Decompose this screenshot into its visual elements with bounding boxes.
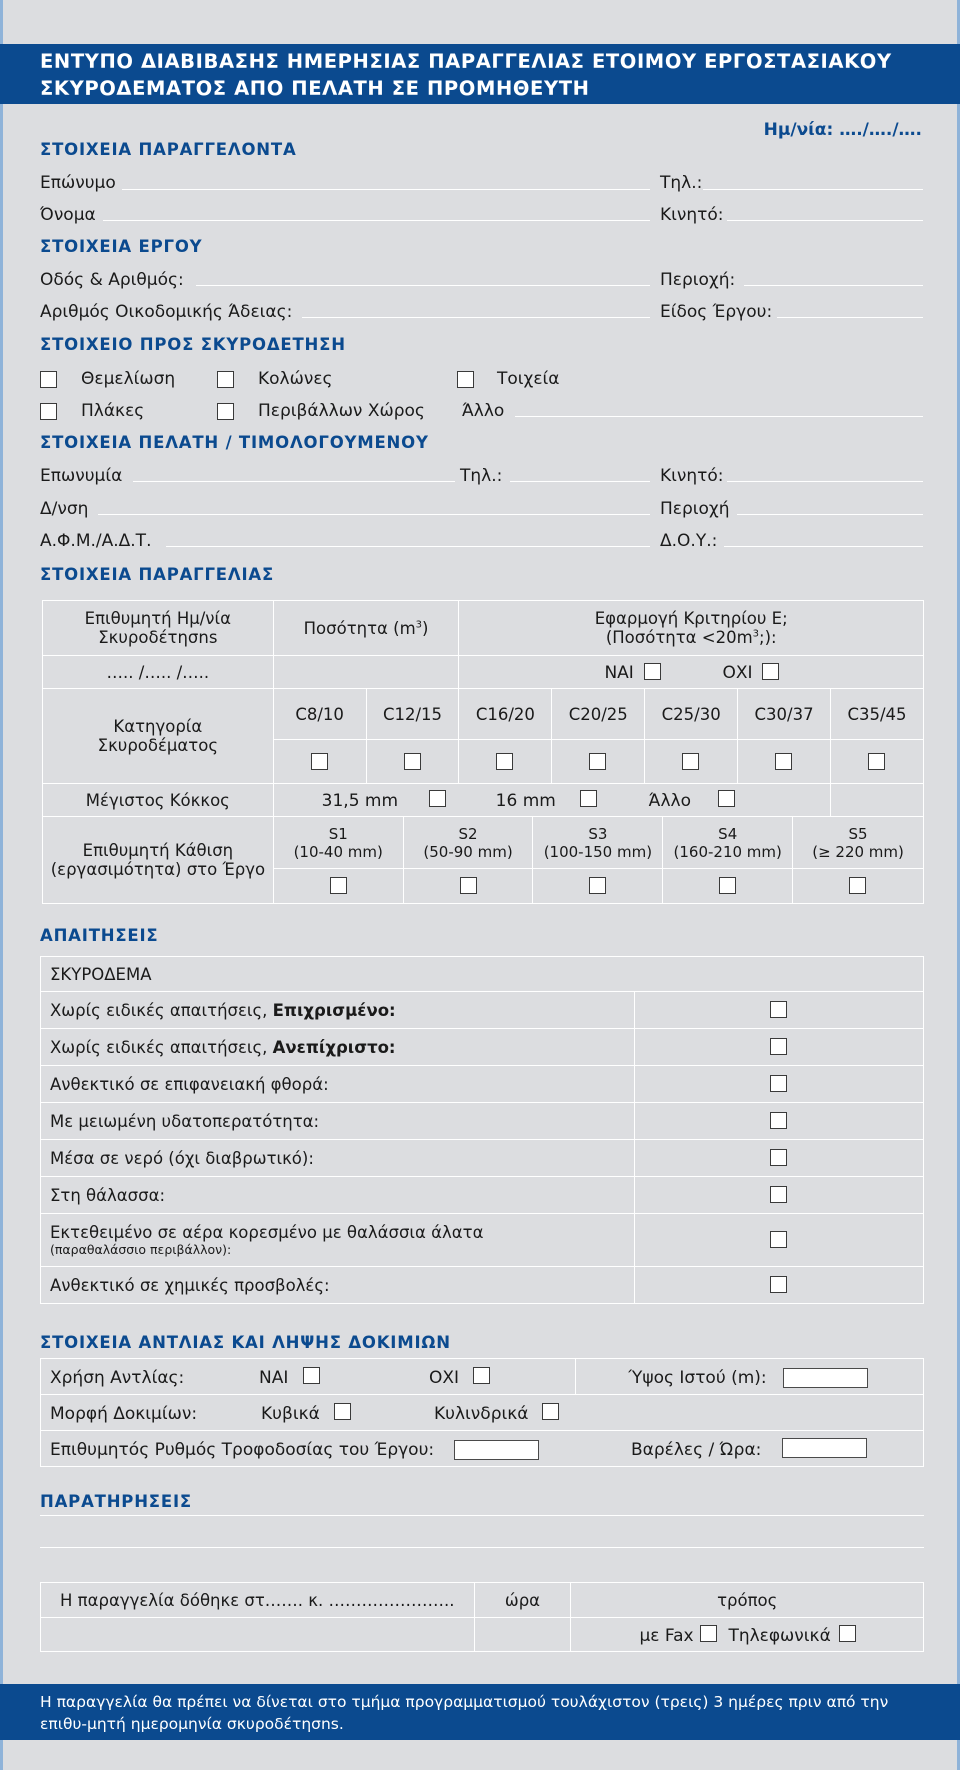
checkbox-columns[interactable] (217, 371, 234, 388)
date-value[interactable]: ….. /….. /….. (43, 656, 274, 689)
grain-16-label: 16 mm (495, 791, 556, 811)
checkbox-req-unplastered[interactable] (770, 1038, 787, 1055)
class-label: C16/20 (459, 689, 552, 740)
section-order-title: ΣΤΟΙΧΕΙΑ ΠΑΡΑΓΓΕΛΙΑΣ (40, 565, 275, 584)
checkbox-walls[interactable] (457, 371, 474, 388)
slump-label: S1 (10-40 mm) (273, 817, 403, 869)
checkbox-slabs[interactable] (40, 403, 57, 420)
mobile-field[interactable] (727, 220, 923, 221)
customer-phone-label: Τηλ.: (460, 466, 503, 486)
method-options (571, 1618, 924, 1652)
specimen-cell (41, 1395, 924, 1431)
mast-height-input[interactable] (783, 1368, 868, 1388)
slump-table (42, 816, 924, 904)
customer-mobile-label: Κινητό: (660, 466, 724, 486)
mast-cell (576, 1359, 924, 1395)
other-element-label: Άλλο (462, 401, 505, 421)
surname-field[interactable] (122, 189, 650, 190)
req-row: Με μειωμένη υδατοπερατότητα: (41, 1103, 635, 1140)
checkbox-class-c8[interactable] (311, 753, 328, 770)
customer-area-label: Περιοχή (660, 499, 730, 519)
req-row: Στη θάλασσα: (41, 1177, 635, 1214)
cubic-label: Κυβικά (261, 1403, 320, 1424)
other-element-field[interactable] (515, 416, 923, 417)
criterion-options (459, 656, 924, 689)
req-row: Ανθεκτικό σε επιφανειακή φθορά: (41, 1066, 635, 1103)
surroundings-label: Περιβάλλων Χώρος (258, 401, 425, 421)
columns-label: Κολώνες (258, 369, 333, 389)
permit-field[interactable] (302, 317, 650, 318)
method-header: τρόπος (571, 1583, 924, 1618)
checkbox-slump-s5[interactable] (849, 877, 866, 894)
customer-area-field[interactable] (737, 514, 923, 515)
address-label: Δ/νση (40, 499, 89, 519)
checkbox-fax[interactable] (700, 1625, 717, 1642)
requirements-header: ΣΚΥΡΟΔΕΜΑ (41, 957, 924, 992)
section-pump-title: ΣΤΟΙΧΕΙΑ ΑΝΤΛΙΑΣ ΚΑΙ ΛΗΨΗΣ ΔΟΚΙΜΙΩΝ (40, 1333, 451, 1352)
criterion-yes-label: ΝΑΙ (604, 663, 634, 683)
slabs-label: Πλάκες (81, 401, 145, 421)
tax-office-label: Δ.Ο.Υ.: (660, 531, 718, 551)
mobile-label: Κινητό: (660, 205, 724, 225)
section-customer-title: ΣΤΟΙΧΕΙΑ ΠΕΛΑΤΗ / ΤΙΜΟΛΟΓΟΥΜΕΝΟΥ (40, 433, 429, 452)
checkbox-surroundings[interactable] (217, 403, 234, 420)
checkbox-grain-16[interactable] (580, 790, 597, 807)
class-cell (366, 740, 459, 784)
checkbox-req-sea[interactable] (770, 1186, 787, 1203)
area-label: Περιοχή: (660, 270, 736, 290)
barrels-label: Βαρέλες / Ώρα: (631, 1439, 762, 1460)
foundation-label: Θεμελίωση (81, 369, 176, 389)
slump-cell (273, 869, 403, 904)
form-header (0, 44, 960, 104)
footer-text: Η παραγγελία θα πρέπει να δίνεται στο τμήμα προγραμματισμού τουλάχιστον (τρεις) 3 ημέρες πριν από την επιθυ-μητή ημερομηνία σκυροδέτησns. (40, 1693, 889, 1733)
rate-input[interactable] (454, 1440, 539, 1460)
vat-field[interactable] (166, 546, 650, 547)
grain-header: Μέγιστος Κόκκος (43, 784, 274, 817)
permit-label: Αριθμός Οικοδομικής Άδειας: (40, 302, 293, 322)
checkbox-class-c20[interactable] (589, 753, 606, 770)
specimen-label: Μορφή Δοκιμίων: (50, 1403, 198, 1424)
checkbox-req-water[interactable] (770, 1149, 787, 1166)
requirements-table (40, 956, 924, 1304)
checkbox-req-chemical[interactable] (770, 1276, 787, 1293)
checkbox-foundation[interactable] (40, 371, 57, 388)
class-label: C30/37 (738, 689, 831, 740)
checkbox-cubic[interactable] (334, 1403, 351, 1420)
pump-table (40, 1358, 924, 1467)
time-value[interactable] (474, 1618, 571, 1652)
pump-yes-label: ΝΑΙ (259, 1367, 289, 1388)
date-header: Επιθυμητή Ημ/νία Σκυροδέτησns (43, 601, 274, 656)
address-field[interactable] (98, 514, 650, 515)
slump-cell (793, 869, 924, 904)
req-check-cell (635, 1214, 924, 1267)
slump-label: S3 (100-150 mm) (533, 817, 663, 869)
class-cell (459, 740, 552, 784)
req-row: Χωρίς ειδικές απαιτήσεις, Ανεπίχριστο: (41, 1029, 635, 1066)
section-requirements-title: ΑΠΑΙΤΗΣΕΙΣ (40, 926, 159, 945)
customer-mobile-field[interactable] (727, 481, 923, 482)
grain-empty (831, 784, 924, 817)
pump-no-label: ΟΧΙ (429, 1367, 460, 1388)
req-row: Χωρίς ειδικές απαιτήσεις, Επιχρισμένο: (41, 992, 635, 1029)
criterion-header: Εφαρμογή Κριτηρίου Ε; $(\Pi o\sigma ό\tau\eta\tau\alpha <20m^3;)$: (459, 601, 924, 656)
req-row: Εκτεθειμένο σε αέρα κορεσμένο με θαλάσσια άλατα (παραθαλάσσιο περιβάλλον): (41, 1214, 635, 1267)
section-project-title: ΣΤΟΙΧΕΙΑ ΕΡΓΟΥ (40, 237, 203, 256)
section-orderer-title: ΣΤΟΙΧΕΙΑ ΠΑΡΑΓΓΕΛΟΝΤΑ (40, 140, 297, 159)
quantity-header: Ποσότητα $(m^3)$ (273, 601, 459, 656)
checkbox-slump-s4[interactable] (719, 877, 736, 894)
time-header: ώρα (474, 1583, 571, 1618)
category-header: Κατηγορία Σκυροδέματος (43, 689, 274, 784)
project-type-label: Είδος Έργου: (660, 302, 773, 322)
checkbox-slump-s3[interactable] (589, 877, 606, 894)
checkbox-class-c12[interactable] (404, 753, 421, 770)
class-label: C8/10 (273, 689, 366, 740)
slump-header: Επιθυμητή Κάθιση (εργασιμότητα) στο Έργο (43, 817, 274, 904)
tax-office-field[interactable] (724, 546, 923, 547)
criterion-no-label: ΟΧΙ (722, 663, 753, 683)
checkbox-req-salt[interactable] (770, 1231, 787, 1248)
form-title: ΕΝΤΥΠΟ ΔΙΑΒΙΒΑΣΗΣ ΗΜΕΡΗΣΙΑΣ ΠΑΡΑΓΓΕΛΙΑΣ ΕΤΟΙΜΟΥ ΕΡΓΟΣΤΑΣΙΑΚΟΥ ΣΚΥΡΟΔΕΜΑΤΟΣ ΑΠΟ ΠΕΛΑΤΗ ΣΕ ΠΡΟΜΗΘΕΥΤΗ (40, 50, 892, 100)
class-cell (552, 740, 645, 784)
checkbox-class-c16[interactable] (496, 753, 513, 770)
checkbox-req-plastered[interactable] (770, 1001, 787, 1018)
barrels-input[interactable] (782, 1438, 867, 1458)
grain-other-label: Άλλο (648, 791, 691, 811)
class-label: C20/25 (552, 689, 645, 740)
given-by-cell[interactable]: Η παραγγελία δόθηκε στ……. κ. ………………….. (41, 1583, 475, 1618)
customer-phone-field[interactable] (510, 481, 650, 482)
class-cell (645, 740, 738, 784)
slump-cell (663, 869, 793, 904)
remarks-line-1[interactable] (40, 1515, 924, 1516)
class-label: C25/30 (645, 689, 738, 740)
checkbox-class-c25[interactable] (682, 753, 699, 770)
req-check-cell (635, 1029, 924, 1066)
phone-label: Τηλ.: (660, 173, 703, 193)
req-row: Μέσα σε νερό (όχι διαβρωτικό): (41, 1140, 635, 1177)
rate-cell (41, 1431, 924, 1467)
checkbox-criterion-no[interactable] (762, 663, 779, 680)
mast-height-label: Ύψος Ιστού (m): (628, 1367, 767, 1388)
checkbox-grain-31[interactable] (429, 790, 446, 807)
slump-label: S2 (50-90 mm) (403, 817, 533, 869)
checkbox-slump-s2[interactable] (460, 877, 477, 894)
surname-label: Επώνυμο (40, 173, 116, 193)
slump-label: S4 (160-210 mm) (663, 817, 793, 869)
pump-use-label: Χρήση Αντλίας: (50, 1367, 185, 1388)
walls-label: Τοιχεία (497, 369, 560, 389)
cylindrical-label: Κυλινδρικά (434, 1403, 529, 1424)
checkbox-class-c35[interactable] (868, 753, 885, 770)
section-remarks-title: ΠΑΡΑΤΗΡΗΣΕΙΣ (40, 1492, 192, 1511)
slump-cell (403, 869, 533, 904)
company-field[interactable] (133, 481, 455, 482)
req-check-cell (635, 992, 924, 1029)
order-given-table (40, 1582, 924, 1652)
class-label: C35/45 (831, 689, 924, 740)
checkbox-criterion-yes[interactable] (644, 663, 661, 680)
name-label: Όνομα (40, 205, 96, 225)
req-check-cell (635, 1103, 924, 1140)
checkbox-cylindrical[interactable] (542, 1403, 559, 1420)
project-type-field[interactable] (777, 317, 923, 318)
phone-field[interactable] (703, 189, 923, 190)
req-check-cell (635, 1267, 924, 1304)
remarks-line-2[interactable] (40, 1547, 924, 1548)
street-field[interactable] (196, 285, 650, 286)
class-cell (831, 740, 924, 784)
given-by-value[interactable] (41, 1618, 475, 1652)
slump-label: S5 (≥ 220 mm) (793, 817, 924, 869)
checkbox-slump-s1[interactable] (330, 877, 347, 894)
pump-use-cell (41, 1359, 576, 1395)
req-check-cell (635, 1177, 924, 1214)
req-check-cell (635, 1140, 924, 1177)
area-field[interactable] (744, 285, 923, 286)
footer-note (0, 1684, 960, 1740)
checkbox-pump-no[interactable] (473, 1367, 490, 1384)
grain-31-label: 31,5 mm (321, 791, 399, 811)
slump-cell (533, 869, 663, 904)
checkbox-phone-method[interactable] (839, 1625, 856, 1642)
class-label: C12/15 (366, 689, 459, 740)
class-cell (273, 740, 366, 784)
checkbox-pump-yes[interactable] (303, 1367, 320, 1384)
req-row: Ανθεκτικό σε χημικές προσβολές: (41, 1267, 635, 1304)
checkbox-req-wear[interactable] (770, 1075, 787, 1092)
date-field[interactable]: Ημ/νία: …./…./…. (763, 120, 922, 140)
phone-method-label: Τηλεφωνικά (728, 1625, 831, 1646)
name-field[interactable] (103, 220, 650, 221)
req-check-cell (635, 1066, 924, 1103)
class-cell (738, 740, 831, 784)
section-element-title: ΣΤΟΙΧΕΙΟ ΠΡΟΣ ΣΚΥΡΟΔΕΤΗΣΗ (40, 335, 346, 354)
fax-label: με Fax (639, 1625, 694, 1646)
checkbox-grain-other[interactable] (718, 790, 735, 807)
checkbox-req-permeability[interactable] (770, 1112, 787, 1129)
vat-label: Α.Φ.Μ./Α.Δ.Τ. (40, 531, 152, 551)
street-label: Οδός & Αριθμός: (40, 270, 184, 290)
checkbox-class-c30[interactable] (775, 753, 792, 770)
company-label: Επωνυμία (40, 466, 123, 486)
quantity-value[interactable] (273, 656, 459, 689)
order-table (42, 600, 924, 817)
grain-options (273, 784, 830, 817)
rate-label: Επιθυμητός Ρυθμός Τροφοδοσίας του Έργου: (50, 1439, 435, 1460)
